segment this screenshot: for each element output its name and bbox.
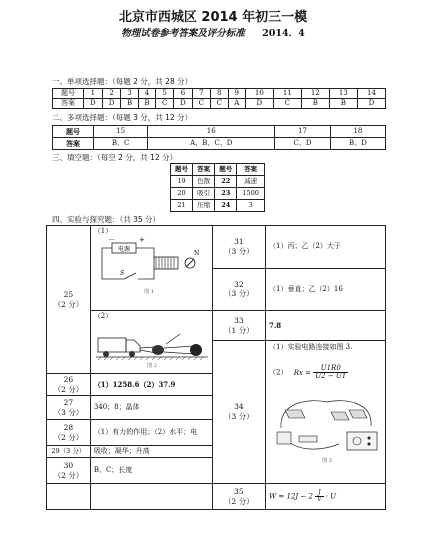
table-cell: B xyxy=(301,99,329,109)
q30-number-cell xyxy=(47,458,91,484)
plus-sign: + xyxy=(138,236,145,244)
q31-number-cell xyxy=(212,226,265,269)
q26-answer: （1）1258.6（2）37.9 xyxy=(90,374,212,396)
table-cell: 3 xyxy=(237,200,265,212)
single-choice-table xyxy=(52,88,386,109)
q33-number: 33 xyxy=(234,315,244,325)
q34-number: 34 xyxy=(234,402,244,412)
coil-core xyxy=(154,257,178,269)
q26-score: （2 分） xyxy=(53,384,84,394)
q25-part2-cell xyxy=(90,311,212,374)
table-cell: 压缩 xyxy=(193,200,215,212)
switch-label: S xyxy=(119,270,124,277)
q29-answer: 吸收；凝华；升高 xyxy=(90,446,212,458)
table-cell: 22 xyxy=(215,176,237,188)
q25-part2-label: （2） xyxy=(93,312,113,320)
table-cell: D xyxy=(245,99,273,109)
table-row xyxy=(53,99,386,109)
table-cell: 15 xyxy=(94,126,148,138)
fill-blank-table xyxy=(170,163,265,212)
table-cell: 8 xyxy=(210,89,228,99)
q28-number: 28 xyxy=(63,422,74,432)
q27-answer: 340；8；晶体 xyxy=(90,396,212,420)
section1-heading: 一、单项选择题：（每题 2 分，共 28 分） xyxy=(52,77,193,86)
q26-number-cell xyxy=(47,374,91,396)
q35-formula-left: W = 12J − 2 xyxy=(268,492,313,501)
q34-rx-label: Rx = xyxy=(293,368,311,377)
q30-score: （2 分） xyxy=(53,470,84,480)
q28-score: （2 分） xyxy=(53,432,84,442)
table-cell: B、D xyxy=(330,138,385,150)
q26-number: 26 xyxy=(63,374,74,384)
table-cell: C xyxy=(273,99,301,109)
table-cell: 吸引 xyxy=(193,188,215,200)
table-row xyxy=(53,126,386,138)
table-cell: C xyxy=(156,99,174,109)
q33-number-cell xyxy=(212,311,265,341)
q33-score: （1 分） xyxy=(224,325,254,335)
q34-denominator: U2 − U1 xyxy=(315,372,347,380)
q34-answer-cell xyxy=(265,341,385,484)
section4-heading: 四、实验与探究题：（共 35 分） xyxy=(52,215,161,224)
table-cell: 2 xyxy=(102,89,121,99)
table-row xyxy=(53,138,386,150)
table-cell: 6 xyxy=(174,89,193,99)
table-cell: 20 xyxy=(171,188,193,200)
voltmeter-block xyxy=(331,412,349,420)
row-label: 题号 xyxy=(53,89,84,99)
q32-number: 32 xyxy=(234,279,244,289)
table-header: 题号 xyxy=(171,164,193,176)
row-label: 答案 xyxy=(53,99,84,109)
table-cell: 7 xyxy=(192,89,210,99)
table-cell: D xyxy=(84,99,103,109)
table-cell: 21 xyxy=(171,200,193,212)
table-header: 题号 xyxy=(215,164,237,176)
q34-numerator: U1R0 xyxy=(313,365,348,373)
figure-2-caption: 图 2 xyxy=(146,363,157,369)
q30-answer: B、C；长度 xyxy=(90,458,212,484)
q35-number: 35 xyxy=(234,486,244,496)
table-cell: 17 xyxy=(275,126,331,138)
q34-number-cell xyxy=(212,341,265,484)
table-cell: 5 xyxy=(156,89,174,99)
table-row xyxy=(171,176,265,188)
table-header: 答案 xyxy=(237,164,265,176)
page-title: 北京市西城区 2014 年初三一模 xyxy=(118,10,308,25)
q32-answer: （1）垂直；乙（2）16 xyxy=(265,268,385,311)
q34-part2-label: （2） xyxy=(268,368,288,377)
table-cell: 24 xyxy=(215,200,237,212)
table-cell: B、C xyxy=(94,138,148,150)
table-cell: 减速 xyxy=(237,176,265,188)
row-label: 题号 xyxy=(53,126,94,138)
table-row xyxy=(47,226,386,269)
q35-number-cell xyxy=(212,484,265,510)
q28-answer: （1）有力的作用；（2）水平；电 xyxy=(90,420,212,446)
q34-part1: （1）实验电路连接如图 3. xyxy=(268,343,353,351)
table-cell: D xyxy=(174,99,193,109)
table-cell: C、D xyxy=(275,138,331,150)
resistor-block-2 xyxy=(349,410,367,418)
q27-score: （3 分） xyxy=(53,407,84,417)
experiment-table xyxy=(46,225,386,510)
table-cell: C xyxy=(210,99,228,109)
table-row xyxy=(47,311,386,341)
table-cell: 11 xyxy=(273,89,301,99)
pulley-icon xyxy=(152,345,164,355)
table-cell: D xyxy=(357,99,385,109)
table-cell: 1 xyxy=(84,89,103,99)
subtitle-text: 物理试卷参考答案及评分标准 xyxy=(121,28,245,39)
table-cell: A、B、C、D xyxy=(148,138,275,150)
table-cell: 13 xyxy=(329,89,357,99)
table-cell: 色散 xyxy=(193,176,215,188)
table-cell: 23 xyxy=(215,188,237,200)
table-cell: 18 xyxy=(330,126,385,138)
switch-box xyxy=(277,432,291,444)
q34-fraction xyxy=(313,365,348,380)
minus-sign: － xyxy=(107,236,115,244)
anchor-pulley-icon xyxy=(190,344,202,356)
power-supply-box xyxy=(347,432,377,450)
figure-3-caption: 图 3 xyxy=(322,458,332,464)
table-cell: 1500 xyxy=(237,188,265,200)
table-cell: 9 xyxy=(228,89,245,99)
table-cell: 12 xyxy=(301,89,329,99)
table-cell: 14 xyxy=(357,89,385,99)
q27-number-cell xyxy=(47,396,91,420)
table-cell: D xyxy=(102,99,121,109)
truck-cab xyxy=(126,340,140,352)
wire-bottom xyxy=(289,442,339,449)
rheostat xyxy=(299,436,317,442)
table-row xyxy=(47,484,386,510)
q25-score: （2 分） xyxy=(53,299,84,309)
table-cell: C xyxy=(192,99,210,109)
q29-number: 29（3 分） xyxy=(47,446,91,458)
page-subtitle xyxy=(0,25,426,39)
q25-number: 25 xyxy=(63,289,74,299)
q34-score: （3 分） xyxy=(224,412,254,421)
q25-number-cell xyxy=(47,226,91,374)
q35-frac-numerator: J xyxy=(315,490,323,497)
q31-score: （3 分） xyxy=(224,246,254,256)
table-cell: B xyxy=(121,99,138,109)
q31-answer: （1）丙；乙（2）大于 xyxy=(265,226,385,269)
figure-1-electromagnet xyxy=(94,235,204,297)
table-cell: 16 xyxy=(148,126,275,138)
q35-fraction xyxy=(315,490,323,503)
table-cell: 3 xyxy=(121,89,138,99)
table-cell: B xyxy=(138,99,155,109)
q35-formula-right: · U xyxy=(325,492,337,501)
subtitle-date: 2014．4 xyxy=(262,28,305,39)
row-label: 答案 xyxy=(53,138,94,150)
truck-body xyxy=(98,338,126,352)
q35-score: （2 分） xyxy=(224,496,254,506)
table-cell: 19 xyxy=(171,176,193,188)
figure-2-truck xyxy=(94,320,210,370)
q27-number: 27 xyxy=(63,397,74,407)
q35-answer-cell xyxy=(265,484,385,510)
q32-score: （3 分） xyxy=(224,289,254,299)
q32-number-cell xyxy=(212,268,265,311)
resistor-block xyxy=(285,410,305,418)
table-cell: 10 xyxy=(245,89,273,99)
table-cell: A xyxy=(228,99,245,109)
table-row xyxy=(53,89,386,99)
figure-1-caption: 图 1 xyxy=(143,289,154,295)
q34-part2 xyxy=(269,365,385,380)
q25-part1-cell xyxy=(90,226,212,311)
table-cell: 4 xyxy=(138,89,155,99)
power-source-label: 电源 xyxy=(117,246,130,253)
table-cell: B xyxy=(329,99,357,109)
switch xyxy=(124,273,136,279)
q30-number: 30 xyxy=(63,460,74,470)
multi-choice-table xyxy=(52,125,386,150)
figure-3-circuit xyxy=(269,388,385,466)
q33-answer: 7.8 xyxy=(265,311,385,341)
north-pole-label: N xyxy=(193,250,200,257)
q35-frac-denominator: V xyxy=(317,496,322,503)
section2-heading: 二、多项选择题：（每题 3 分，共 12 分） xyxy=(52,113,193,122)
table-row xyxy=(171,188,265,200)
table-row xyxy=(171,200,265,212)
q28-number-cell xyxy=(47,420,91,446)
table-row xyxy=(171,164,265,176)
section3-heading: 三、填空题：（每空 2 分，共 12 分） xyxy=(52,153,178,162)
q25-part1-label: （1） xyxy=(93,227,113,235)
q31-number: 31 xyxy=(234,237,244,246)
table-header: 答案 xyxy=(193,164,215,176)
